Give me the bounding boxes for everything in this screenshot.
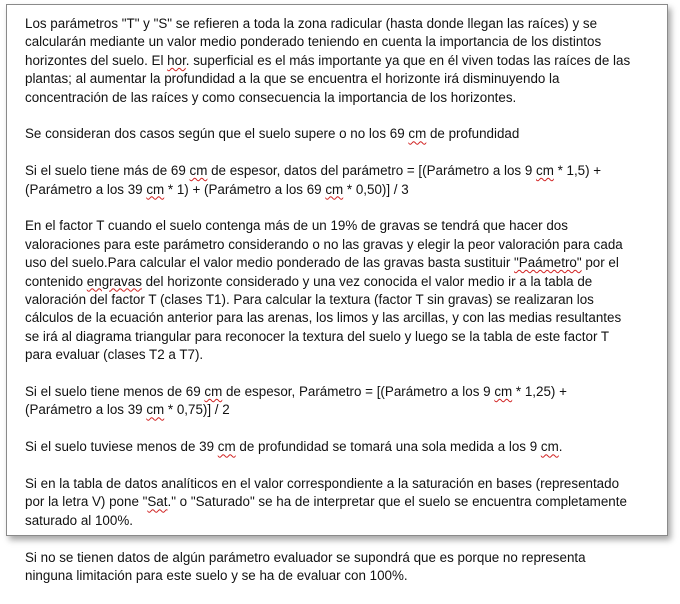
- paragraph: [25, 125, 665, 143]
- text-line: [25, 476, 619, 491]
- text-line: [25, 513, 133, 528]
- text-line: [25, 182, 409, 197]
- text-run: del horizonte considerado y una vez conocida el valor medio ir a la tabla de: [141, 273, 593, 289]
- text-run: cálculos de la ecuación anterior para las arenas, los limos y las arcillas, y con las medias resultantes: [25, 310, 622, 326]
- text-run: horizontes del suelo. El: [25, 52, 168, 68]
- spellcheck-word: cm: [494, 384, 513, 400]
- text-run: .: [558, 439, 563, 455]
- text-run: plantas; al aumentar la profundidad a la que se encuentra el horizonte irá disminuyendo la: [25, 71, 560, 87]
- text-line: [25, 568, 408, 583]
- spellcheck-word: Sat: [147, 494, 168, 510]
- text-line: [25, 550, 586, 565]
- spellcheck-word: cm: [146, 181, 165, 197]
- paragraph: [25, 15, 665, 107]
- text-run: Si el suelo tiene menos de 69: [25, 384, 205, 400]
- text-run: Si no se tienen datos de algún parámetro evaluador se supondrá que es porque no representa: [25, 549, 586, 565]
- text-line: [25, 237, 623, 252]
- text-line: [25, 402, 230, 417]
- spellcheck-word: hor: [167, 52, 186, 68]
- text-run: En el factor T cuando el suelo contenga más de un 19% de gravas se tendrá que hacer dos: [25, 218, 568, 234]
- text-run: valoraciones para este parámetro considerando o no las gravas y elegir la peor valoración para cada: [25, 236, 623, 252]
- text-run: * 0,50)] / 3: [343, 181, 409, 197]
- paragraph: [25, 475, 665, 530]
- text-line: [25, 34, 601, 49]
- text-line: [25, 439, 562, 454]
- text-run: Se consideran dos casos según que el suelo supere o no los 69: [25, 126, 409, 142]
- text-run: * 1,25) +: [512, 384, 567, 400]
- text-line: [25, 163, 601, 178]
- text-run: por la letra V) pone ": [25, 494, 148, 510]
- text-run: valoración del factor T (clases T1). Para calcular la textura (factor T sin gravas) se realizaran los: [25, 292, 594, 308]
- text-run: para evaluar (clases T2 a T7).: [25, 347, 204, 363]
- document-frame: [6, 4, 668, 584]
- text-line: [25, 329, 609, 344]
- text-line: [25, 310, 621, 325]
- spellcheck-word: cm: [325, 181, 344, 197]
- paragraph: [25, 217, 665, 364]
- spellcheck-word: cm: [408, 126, 427, 142]
- text-line: [25, 16, 597, 31]
- text-line: [25, 71, 559, 86]
- text-line: [25, 126, 519, 141]
- text-run: de espesor, datos del parámetro = [(Parámetro a los 9: [207, 163, 536, 179]
- text-run: Los parámetros "T" y "S" se refieren a toda la zona radicular (hasta donde llegan las raíces) y se: [25, 16, 598, 31]
- text-line: [25, 90, 516, 105]
- text-run: (Parámetro a los 39: [25, 402, 147, 418]
- text-line: [25, 218, 568, 233]
- text-run: calcularán mediante un valor medio ponderado teniendo en cuenta la importancia de los distintos: [25, 34, 602, 50]
- text-run: ninguna limitación para este suelo y se ha de evaluar con 100%.: [25, 568, 408, 584]
- text-run: Si en la tabla de datos analíticos en el valor correspondiente a la saturación en bases (representado: [25, 476, 620, 492]
- text-run: * 0,75)] / 2: [164, 402, 230, 418]
- text-run: * 1) + (Parámetro a los 69: [164, 181, 326, 197]
- text-line: [25, 53, 630, 68]
- text-run: saturado al 100%.: [25, 512, 133, 528]
- text-run: de profundidad se tomará una sola medida a los 9: [235, 439, 541, 455]
- text-line: [25, 274, 592, 289]
- spellcheck-word: cm: [536, 163, 554, 179]
- text-line: [25, 494, 627, 509]
- paragraph: [25, 162, 665, 199]
- text-run: Si el suelo tuviese menos de 39: [25, 439, 218, 455]
- paragraph: [25, 549, 665, 586]
- spellcheck-word: cm: [217, 439, 236, 455]
- spellcheck-word: cm: [146, 402, 165, 418]
- text-line: [25, 347, 203, 362]
- spellcheck-word: "Paámetro": [514, 255, 582, 271]
- text-run: de profundidad: [426, 126, 520, 142]
- text-run: * 1,5) +: [553, 163, 602, 179]
- spellcheck-word: engravas: [86, 273, 142, 289]
- text-line: [25, 292, 594, 307]
- text-line: [25, 384, 567, 399]
- text-run: ." o "Saturado" se ha de interpretar que el suelo se encuentra completamente: [167, 494, 627, 510]
- text-run: contenido: [25, 273, 87, 289]
- text-run: uso del suelo.Para calcular el valor medio ponderado de las gravas basta sustituir: [25, 255, 515, 271]
- text-run: se irá al diagrama triangular para reconocer la textura del suelo y luego se la tabla de este factor T: [25, 328, 610, 344]
- spellcheck-word: cm: [540, 439, 559, 455]
- text-run: Si el suelo tiene más de 69: [25, 163, 190, 179]
- spellcheck-word: cm: [189, 163, 208, 179]
- document-body: [25, 15, 665, 604]
- paragraph: [25, 438, 665, 456]
- paragraph: [25, 383, 665, 420]
- text-run: concentración de las raíces y como consecuencia la importancia de los horizontes.: [25, 89, 517, 105]
- spellcheck-word: cm: [204, 384, 223, 400]
- text-line: [25, 255, 619, 270]
- text-run: de espesor, Parámetro = [(Parámetro a los 9: [222, 384, 495, 400]
- text-run: (Parámetro a los 39: [25, 181, 147, 197]
- text-run: . superficial es el más importante ya que en él viven todas las raíces de las: [185, 52, 631, 68]
- text-run: por el: [581, 255, 619, 271]
